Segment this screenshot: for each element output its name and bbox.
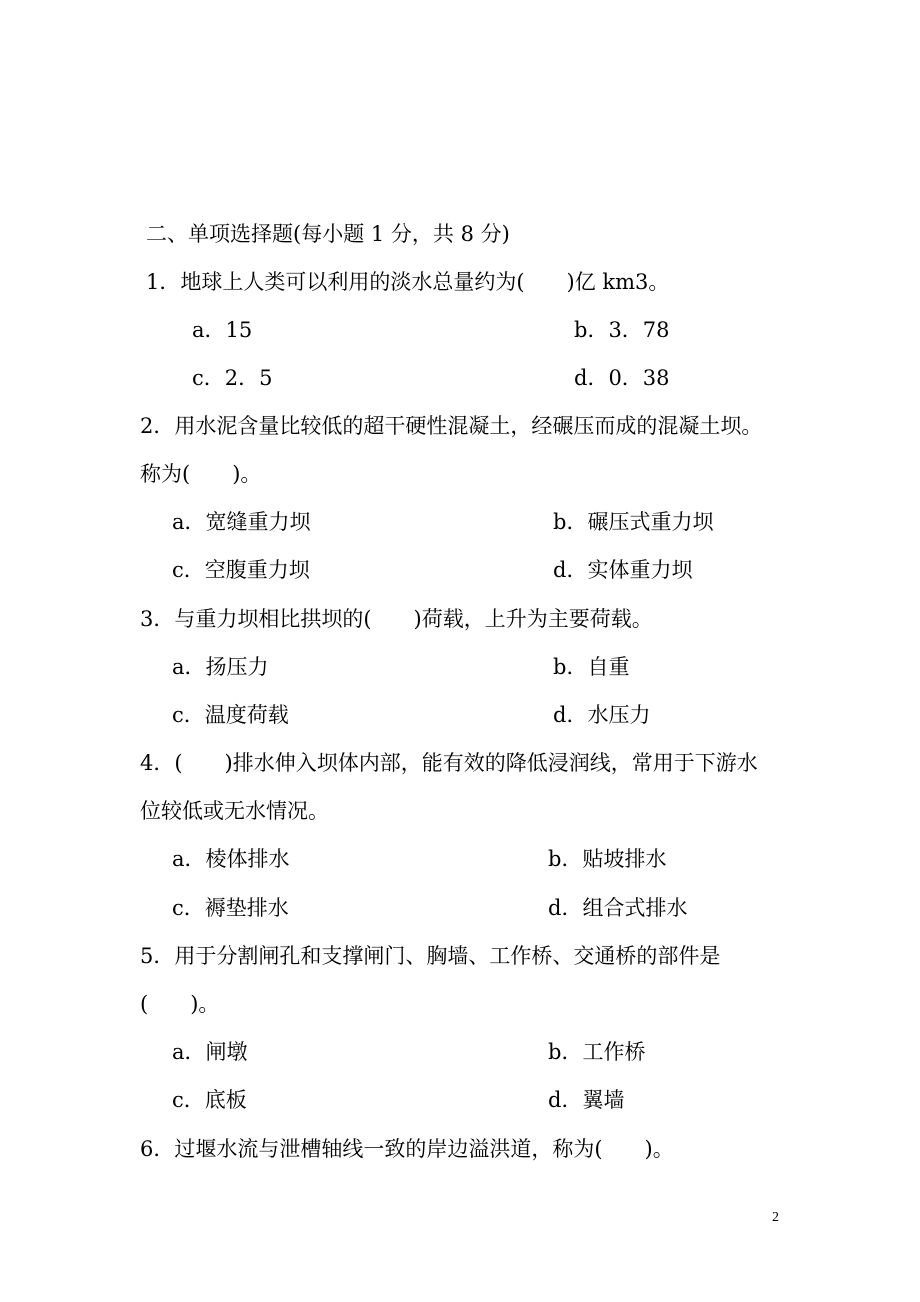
- question-5-option-a: a．闸墩: [172, 1040, 248, 1064]
- question-3-text: 3．与重力坝相比拱坝的( )荷载，上升为主要荷载。: [140, 607, 653, 631]
- section-title: 二、单项选择题(每小题 1 分，共 8 分): [146, 222, 510, 246]
- question-3-option-d: d．水压力: [553, 703, 651, 727]
- question-2-option-a: a．宽缝重力坝: [172, 510, 311, 534]
- question-4-text-line-1: 4．( )排水伸入坝体内部，能有效的降低浸润线，常用于下游水: [140, 751, 758, 775]
- page-number: 2: [772, 1210, 779, 1225]
- question-3-option-a: a．扬压力: [172, 655, 269, 679]
- question-3-option-c: c．温度荷载: [172, 703, 289, 727]
- question-4-option-c: c．褥垫排水: [172, 896, 289, 920]
- question-3-option-b: b．自重: [553, 655, 630, 679]
- question-1-option-b: b．3．78: [574, 318, 670, 342]
- question-1-option-a: a．15: [192, 318, 253, 342]
- question-2-option-d: d．实体重力坝: [553, 558, 693, 582]
- question-4-text-line-2: 位较低或无水情况。: [140, 799, 329, 823]
- question-4-option-a: a．棱体排水: [172, 847, 290, 871]
- question-5-text-line-1: 5．用于分割闸孔和支撑闸门、胸墙、工作桥、交通桥的部件是: [140, 944, 721, 968]
- question-5-text-line-2: ( )。: [140, 992, 220, 1016]
- question-4-option-d: d．组合式排水: [548, 896, 688, 920]
- question-1-option-d: d．0．38: [574, 366, 670, 390]
- question-5-option-c: c．底板: [172, 1088, 247, 1112]
- question-2-text-line-2: 称为( )。: [140, 462, 262, 486]
- question-1-text: 1．地球上人类可以利用的淡水总量约为( )亿 km3。: [146, 270, 670, 294]
- question-1-option-c: c．2．5: [192, 366, 273, 390]
- question-2-text-line-1: 2．用水泥含量比较低的超干硬性混凝土，经碾压而成的混凝土坝。: [140, 414, 763, 438]
- question-4-option-b: b．贴坡排水: [548, 847, 667, 871]
- question-5-option-d: d．翼墙: [548, 1088, 625, 1112]
- question-6-text: 6．过堰水流与泄槽轴线一致的岸边溢洪道，称为( )。: [140, 1137, 674, 1161]
- question-2-option-c: c．空腹重力坝: [172, 558, 310, 582]
- question-2-option-b: b．碾压式重力坝: [553, 510, 714, 534]
- question-5-option-b: b．工作桥: [548, 1040, 646, 1064]
